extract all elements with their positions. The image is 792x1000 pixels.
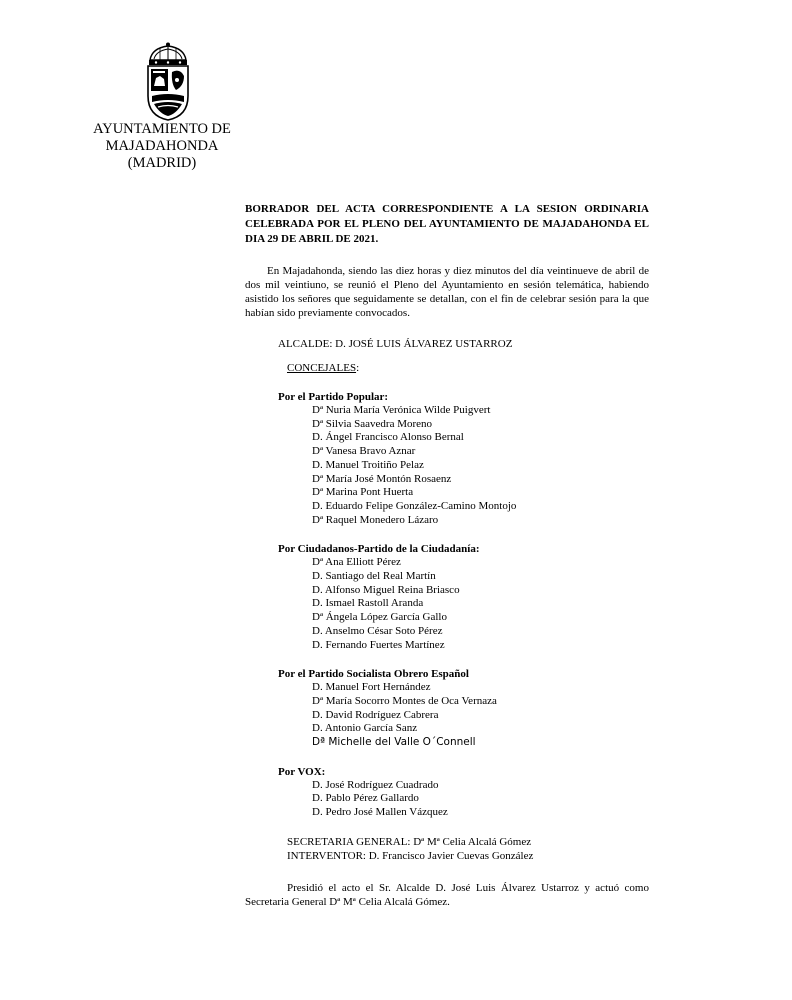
coat-of-arms-icon [144, 42, 192, 122]
party-name: Por el Partido Popular: [278, 391, 389, 403]
party-group-pp [245, 390, 649, 527]
councillors-heading [245, 361, 649, 375]
member-name: Dª María Socorro Montes de Oca Vernaza [312, 694, 497, 707]
member-name: D. David Rodríguez Cabrera [312, 708, 439, 721]
party-name: Por VOX: [278, 765, 326, 778]
member-name: D. Antonio García Sanz [312, 722, 418, 735]
member-name: D. Pedro José Mallen Vázquez [312, 806, 448, 819]
member-name: Dª Ángela López García Gallo [312, 611, 447, 624]
member-name: D. Manuel Troitiño Pelaz [312, 458, 424, 471]
municipality-line: (MADRID) [127, 155, 197, 171]
party-group-vox [245, 765, 649, 820]
party-name: Por el Partido Socialista Obrero Español [278, 668, 469, 681]
councillors-colon: : [356, 362, 360, 374]
member-name: Dª Michelle del Valle O´Connell [312, 736, 476, 749]
member-name: D. Pablo Pérez Gallardo [312, 792, 419, 805]
member-name: D. Anselmo César Soto Pérez [312, 624, 443, 637]
member-name: D. Alfonso Miguel Reina Briasco [312, 583, 460, 596]
member-name: Dª Ana Elliott Pérez [312, 556, 401, 569]
closing-paragraph: Presidió el acto el Sr. Alcalde D. José Luis Álvarez Ustarroz y actuó como Secretaria General Dª Mª Celia Alcalá Gómez. [245, 881, 649, 908]
councillors-label: CONCEJALES [287, 362, 357, 374]
member-name: Dª Marina Pont Huerta [312, 486, 414, 499]
member-name: Dª Silvia Saavedra Moreno [312, 417, 433, 430]
party-group-psoe [245, 667, 649, 750]
municipality-name [88, 121, 236, 172]
party-group-cs [245, 542, 649, 652]
member-name: D. Ángel Francisco Alonso Bernal [312, 431, 464, 444]
member-name: D. Santiago del Real Martín [312, 570, 436, 583]
member-name: D. José Rodríguez Cuadrado [312, 778, 439, 791]
member-name: Dª María José Montón Rosaenz [312, 472, 452, 485]
member-name: Dª Vanesa Bravo Aznar [312, 445, 416, 458]
member-name: D. Manuel Fort Hernández [312, 681, 431, 694]
intro-paragraph: En Majadahonda, siendo las diez horas y diez minutos del día veintinueve de abril de dos mil veintiuno, se reunió el Pleno del Ayuntamiento en sesión telemática, habiendo asistido los señores que seguidamente se detallan, con el fin de celebrar sesión para la que habían sido previamente convocados. [245, 265, 649, 319]
municipality-line: AYUNTAMIENTO DE [93, 121, 231, 137]
general-secretary-line: SECRETARIA GENERAL: Dª Mª Celia Alcalá Gómez [287, 835, 532, 848]
document-title: BORRADOR DEL ACTA CORRESPONDIENTE A LA SESION ORDINARIA CELEBRADA POR EL PLENO DEL AYUNTAMIENTO DE MAJADAHONDA EL DIA 29 DE ABRIL DE 2021. [245, 203, 649, 245]
officials-block [245, 835, 649, 863]
member-name: D. Eduardo Felipe González-Camino Montojo [312, 499, 517, 512]
comptroller-line: INTERVENTOR: D. Francisco Javier Cuevas González [287, 849, 534, 862]
member-name: D. Fernando Fuertes Martínez [312, 638, 445, 651]
municipality-line: MAJADAHONDA [105, 138, 219, 154]
party-name: Por Ciudadanos-Partido de la Ciudadanía: [278, 543, 480, 556]
minutes-body [245, 202, 649, 909]
member-name: D. Ismael Rastoll Aranda [312, 597, 424, 610]
member-name: Dª Nuria María Verónica Wilde Puigvert [312, 404, 491, 416]
mayor-line: ALCALDE: D. JOSÉ LUIS ÁLVAREZ USTARROZ [278, 338, 513, 350]
member-name: Dª Raquel Monedero Lázaro [312, 513, 439, 526]
